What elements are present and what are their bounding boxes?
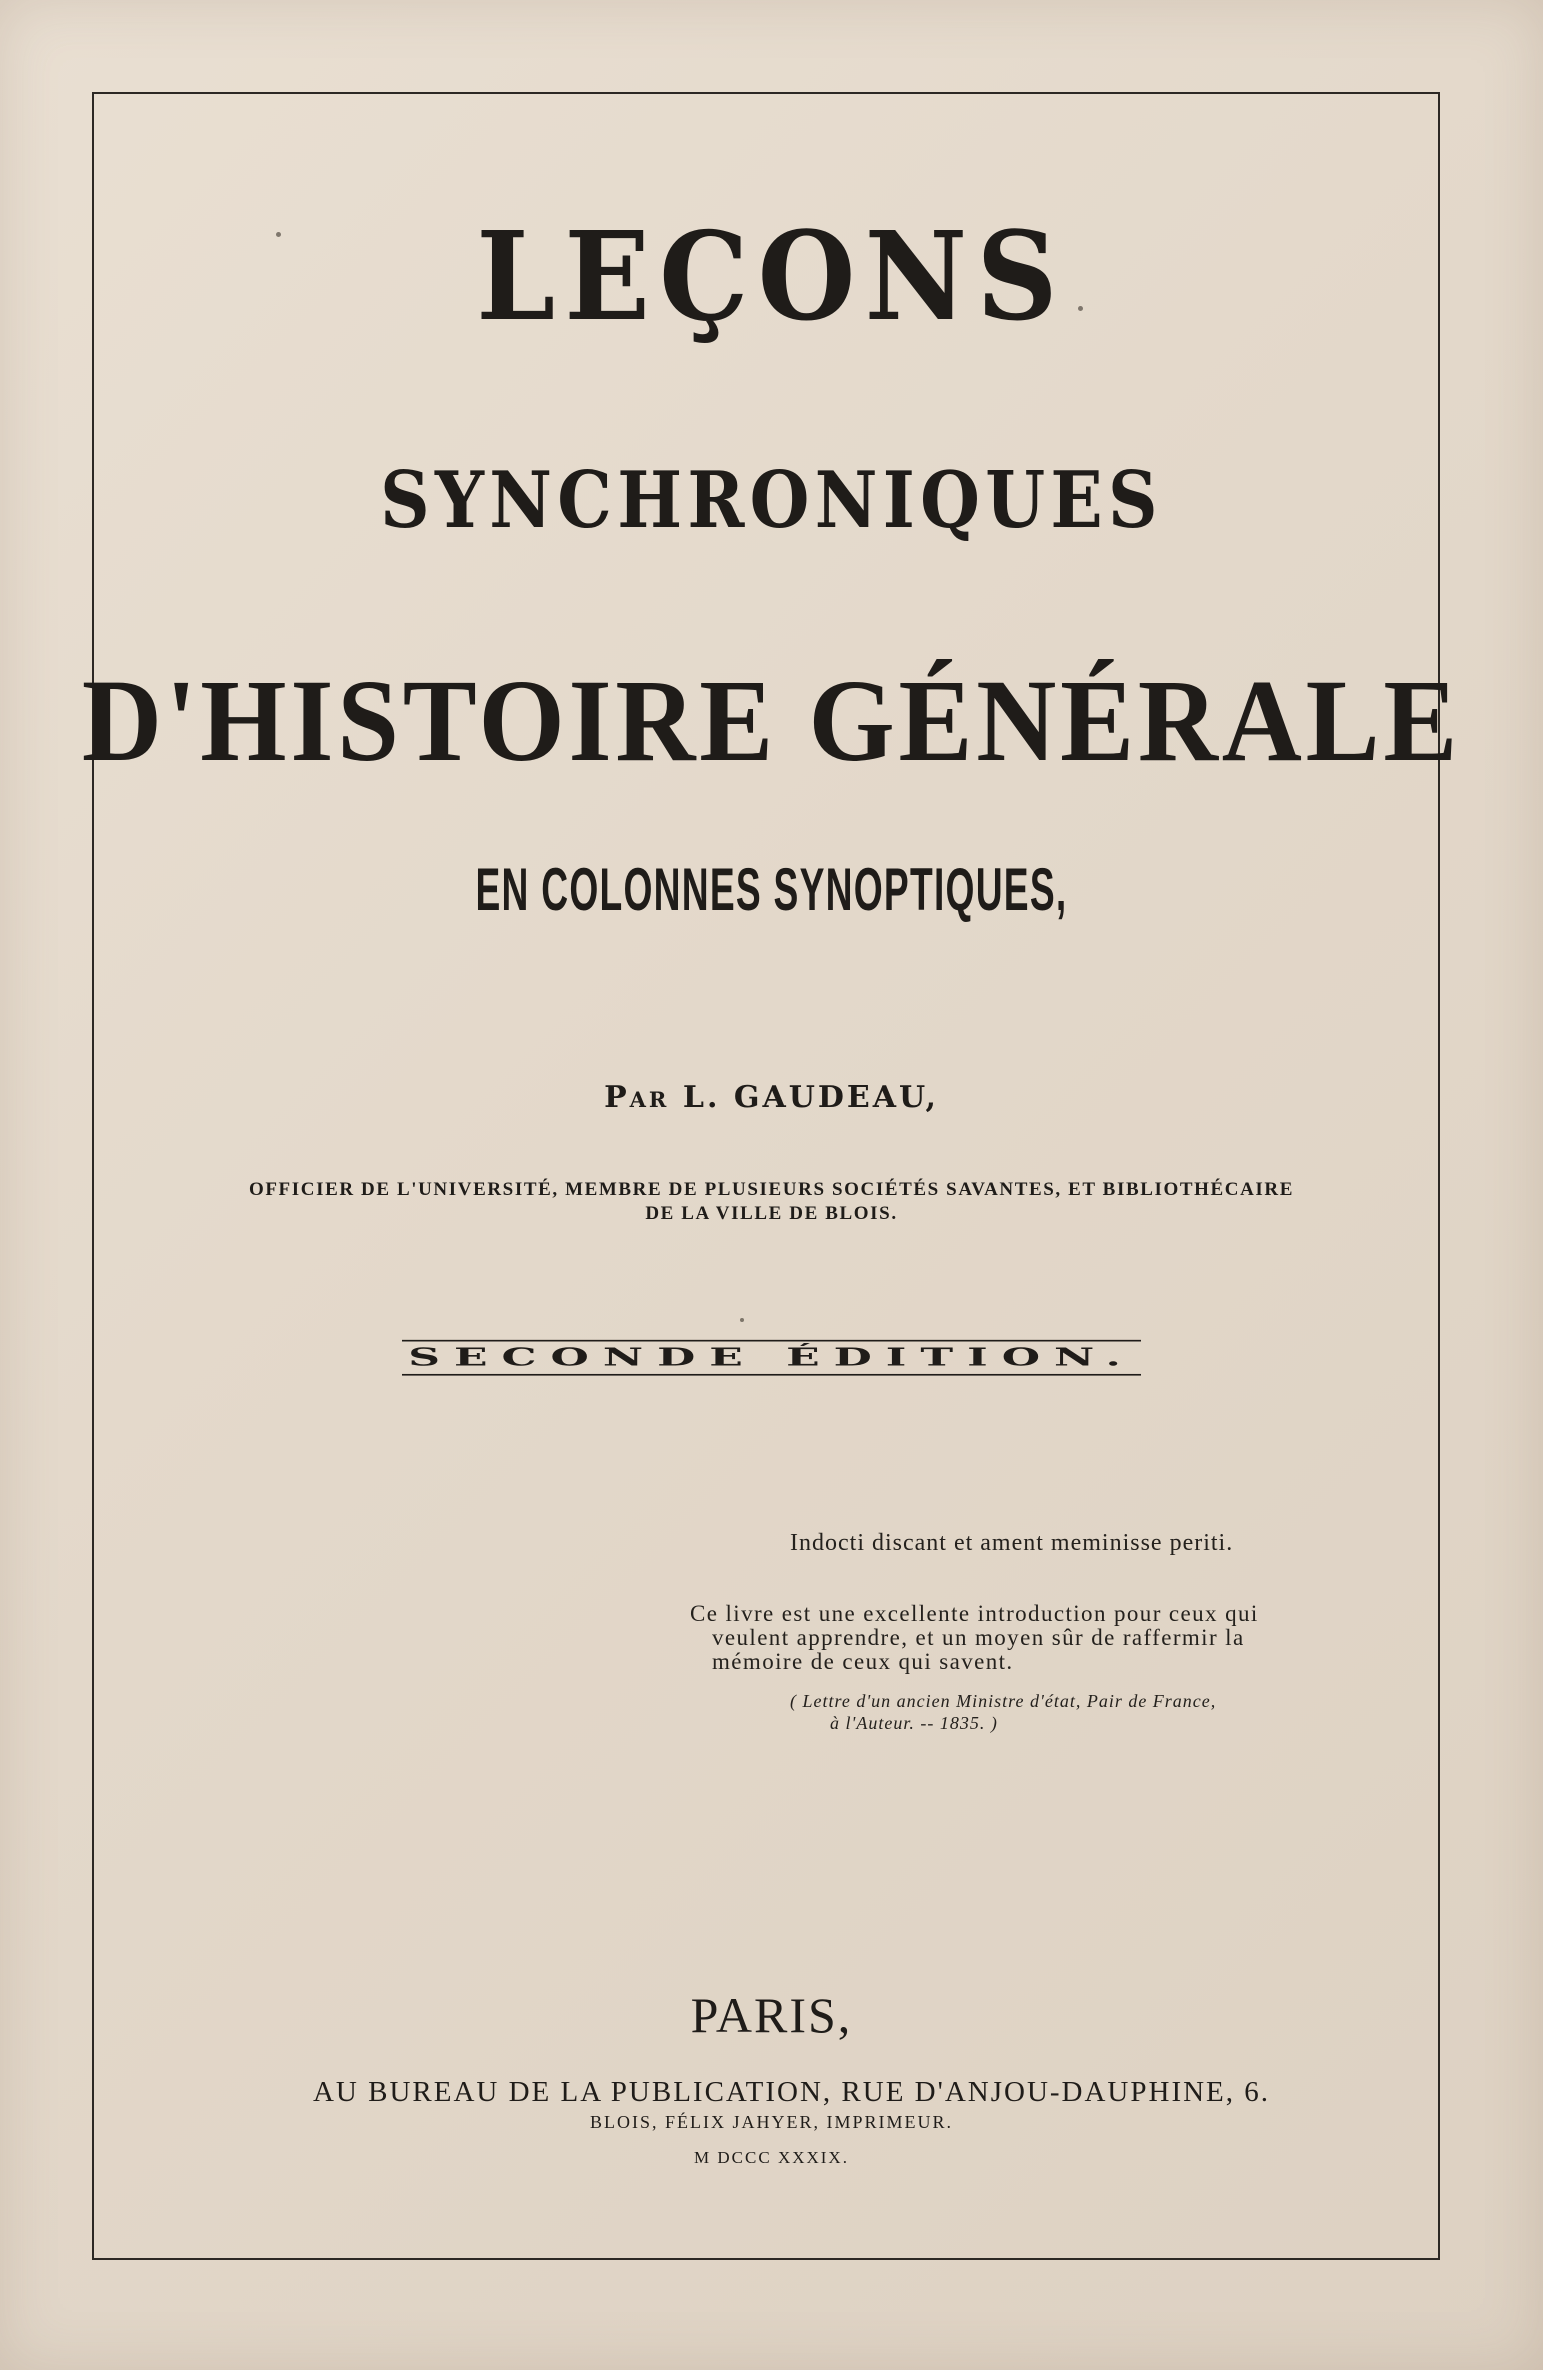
epigraph-french-line-1: Ce livre est une excellente introduction pour ceux qui <box>690 1601 1259 1626</box>
paper-speck <box>276 232 281 237</box>
credentials-line-2: DE LA VILLE DE BLOIS. <box>645 1203 898 1224</box>
paper-speck <box>740 1318 744 1322</box>
credentials-line-1: OFFICIER DE L'UNIVERSITÉ, MEMBRE DE PLUSIEURS SOCIÉTÉS SAVANTES, ET BIBLIOTHÉCAIRE <box>248 1179 1295 1200</box>
title-histoire-generale: D'HISTOIRE GÉNÉRALE <box>81 655 1462 786</box>
epigraph-french <box>690 1602 1380 1674</box>
title-synchroniques: SYNCHRONIQUES <box>380 455 1163 546</box>
epigraph-source <box>790 1690 1350 1734</box>
imprint-printer: BLOIS, FÉLIX JAHYER, IMPRIMEUR. <box>589 2112 954 2132</box>
author-credentials <box>0 1178 1543 1226</box>
edition-statement <box>0 1343 1543 1372</box>
imprint-date: M DCCC XXXIX. <box>694 2148 849 2167</box>
page-border-frame <box>92 92 1440 2260</box>
author-line <box>0 1080 1543 1115</box>
epigraph-french-line-2: veulent apprendre, et un moyen sûr de raffermir la <box>712 1625 1245 1650</box>
title-lecons: LEÇONS <box>476 204 1067 348</box>
epigraph-source-line-1: ( Lettre d'un ancien Ministre d'état, Pair de France, <box>790 1691 1217 1711</box>
imprint-publisher: AU BUREAU DE LA PUBLICATION, RUE D'ANJOU-DAUPHINE, 6. <box>312 2076 1271 2108</box>
title-colonnes-synoptiques: EN COLONNES SYNOPTIQUES, <box>475 856 1068 923</box>
edition-text: SECONDE ÉDITION. <box>402 1340 1141 1376</box>
paper-speck <box>1078 306 1083 311</box>
author-name: L. GAUDEAU, <box>682 1080 939 1115</box>
epigraph-french-line-3: mémoire de ceux qui savent. <box>712 1649 1014 1674</box>
author-prefix: Par <box>604 1080 670 1115</box>
epigraph-latin: Indocti discant et ament meminisse periti. <box>790 1530 1234 1556</box>
imprint-city: PARIS, <box>690 1987 853 2043</box>
epigraph-source-line-2: à l'Auteur. -- 1835. ) <box>830 1713 998 1733</box>
